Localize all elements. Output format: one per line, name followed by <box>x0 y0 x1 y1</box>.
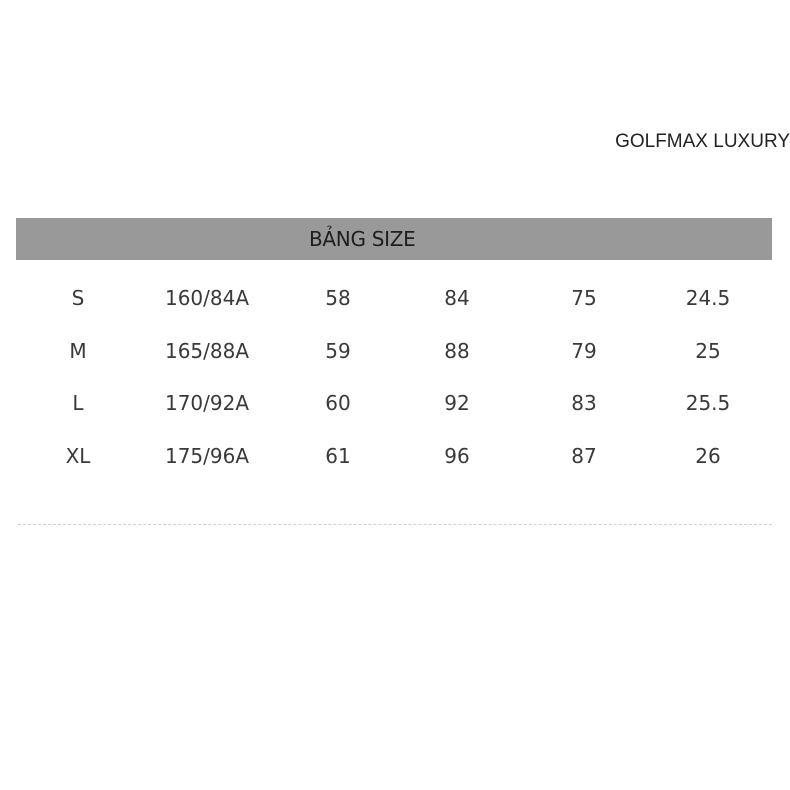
measurement-cell: 25 <box>695 338 721 363</box>
measurement-cell: 88 <box>444 338 470 363</box>
body-size-cell: 165/88A <box>164 338 250 363</box>
measurement-cell: 96 <box>444 443 470 468</box>
table-row <box>0 325 790 378</box>
size-label-cell: XL <box>65 443 91 468</box>
table-row <box>0 377 790 430</box>
measurement-cell: 87 <box>571 443 597 468</box>
body-size-cell: 160/84A <box>164 286 250 310</box>
measurement-cell: 83 <box>571 391 597 415</box>
body-size-cell: 175/96A <box>164 443 250 468</box>
table-row <box>0 430 790 483</box>
measurement-cell: 60 <box>325 391 351 415</box>
measurement-cell: 92 <box>444 391 470 415</box>
measurement-cell: 25.5 <box>685 391 731 415</box>
measurement-cell: 24.5 <box>685 286 731 310</box>
table-row <box>0 272 790 325</box>
measurement-cell: 58 <box>325 286 351 310</box>
measurement-cell: 75 <box>571 286 597 310</box>
dashed-divider <box>18 524 772 525</box>
measurement-cell: 61 <box>325 443 351 468</box>
measurement-cell: 26 <box>695 443 721 468</box>
size-table <box>0 272 790 482</box>
size-chart-title: BẢNG SIZE <box>309 227 416 251</box>
measurement-cell: 59 <box>325 338 351 363</box>
size-label-cell: S <box>71 286 85 310</box>
measurement-cell: 79 <box>571 338 597 363</box>
body-size-cell: 170/92A <box>164 391 250 415</box>
size-label-cell: M <box>69 338 87 363</box>
size-label-cell: L <box>72 391 84 415</box>
size-chart-banner <box>16 218 772 260</box>
brand-name: GOLFMAX LUXURY <box>615 131 790 152</box>
measurement-cell: 84 <box>444 286 470 310</box>
